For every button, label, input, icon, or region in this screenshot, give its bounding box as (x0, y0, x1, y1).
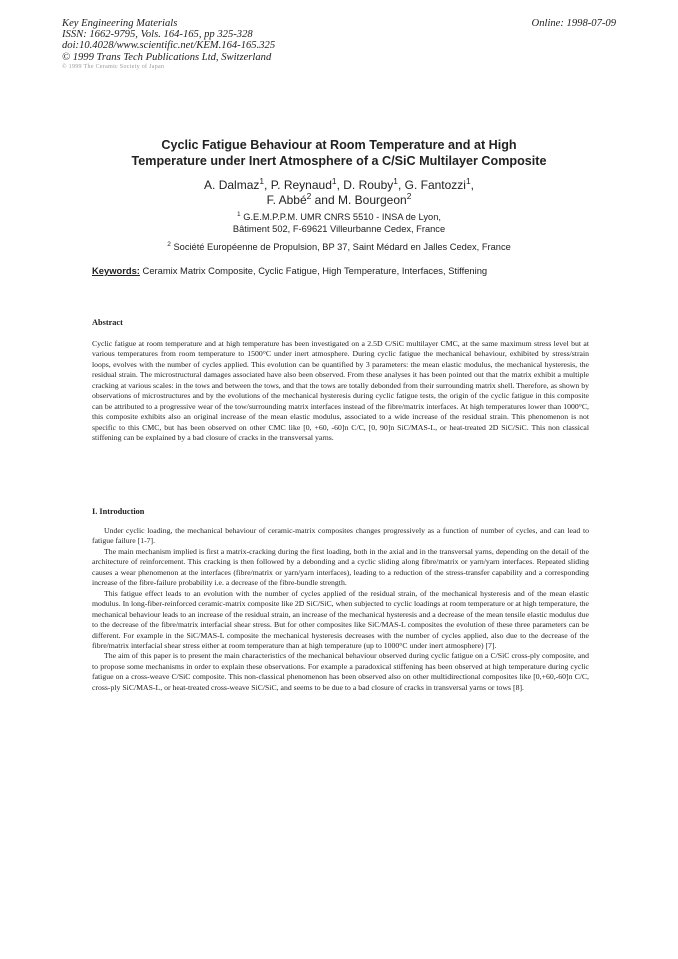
intro-paragraph: The main mechanism implied is first a matrix-cracking during the first loading, both in the axial and in the transversal yarns, depending on the detail of the architecture of reinforcement. This cracking is then followed by a debonding and a cyclic sliding along fibre/matrix or yarn/yarn interfaces. Repeated sliding causes a wear phenomenon at the interfaces (fibre/matrix or yarn/yarn interfaces), leading to a reduction of the stress-transfer capability and a corresponding increase of the fibre-failure probability i.e. a decrease of the fibre-bundle strength. (92, 546, 589, 588)
author-affil-sup: 1 (393, 176, 398, 186)
author-name: D. Rouby (343, 178, 394, 192)
author-name: F. Abbé (266, 193, 307, 207)
intro-paragraph: The aim of this paper is to present the main characteristics of the mechanical behaviour observed during cyclic fatigue on a C/SiC cross-ply composite, and to propose some mechanisms in order to explain these observations. For example a paradoxical stiffening has been observed at high temperature during cyclic fatigue on a cross-weave C/SiC composite. This non-classical phenomenon has been observed also on other multidirectional composites like [0,+60,-60]n C/C, cross-ply SiC/MAS-L, or heat-treated cross-weave SiC/SiC, and seems to be due to a bad closure of cracks in transversal yarns or tows [8]. (92, 651, 589, 692)
journal-name: Key Engineering Materials (62, 18, 178, 29)
journal-header (62, 18, 275, 63)
abstract-text: Cyclic fatigue at room temperature and at high temperature has been investigated on a 2.5D C/SiC multilayer CMC, at the same maximum stress level but at various temperatures from room temperature to 1500°C under inert atmosphere. During cyclic fatigue the mechanical behaviour, exhibited by stress/strain loops, evolves with the number of cycles applied. This evolution can be quantified by 3 parameters: the mean elastic modulus, the mechanical hysteresis, the residual strain. The microstructural damages associated have also been observed. From these analyses it has been pointed out that the matrix exhibit a multiple cracking at various scales: in the tows and between the tows, and that the tows are totally debonded from their surrounding matrix shell. Therefore, as shown by observations of microstructures and by the evolutions of the mechanical hysteresis during cyclic fatigue tests, the origin of the cyclic fatigue in this composite can be attributed to a progressive wear of the tow/surrounding matrix interfaces instead of the fibre/matrix interfaces. At high temperatures lower than 1000°C, this composite exhibits also an original increase of the mean elastic modulus, associated to a wide increase of the residual strain. This phenomenon is not specific to this CMC, but has been observed on other CMC like [0, +60, -60]n C/C, [0, 90]n SiC/MAS-L, or heat-treated 2D SiC/SiC. This non classical stiffening can be explained by a bad closure of cracks in the transversal yarns. (92, 339, 589, 443)
author-affil-sup: 1 (465, 176, 471, 186)
author-separator: and (311, 193, 338, 207)
author-separator: , (264, 178, 271, 192)
title-line-2: Temperature under Inert Atmosphere of a C/SiC Multilayer Composite (131, 154, 547, 168)
abstract-body (92, 339, 589, 444)
author-affil-sup: 1 (331, 176, 337, 186)
keywords (92, 265, 612, 277)
intro-paragraph: Under cyclic loading, the mechanical behaviour of ceramic-matrix composites changes progressively as a function of number of cycles, and can lead to fatigue failure [1-7]. (92, 526, 589, 546)
author-affil-sup: 1 (259, 176, 265, 186)
author-separator: , (336, 178, 344, 192)
author-name: G. Fantozzi (404, 178, 466, 192)
issn-line: ISSN: 1662-9795, Vols. 164-165, pp 325-328 (62, 29, 253, 41)
affiliation-1-line-2: Bâtiment 502, F-69621 Villeurbanne Cedex, France (232, 223, 446, 234)
copyright-line: © 1999 Trans Tech Publications Ltd, Switzerland (62, 51, 272, 63)
intro-paragraph: This fatigue effect leads to an evolution with the number of cycles applied of the residual strain, of the mechanical hysteresis and of the mean elastic modulus. In long-fiber-reinforced ceramic-matrix composite like 2D SiC/SiC, when subjected to cyclic loadings at room temperature or at high temperature, the mechanical behaviour leads to an increase of the residual strain, an increase of the mechanical hysteresis and a decrease of the mean tensile elastic modulus due to the decrease of the fibre/matrix interfacial shear stress. But for other composites like SiC/MAS-L composites the evolution of these three parameters can be different. For example in the SiC/MAS-L composite the mechanical hysteresis decreases with the number of cycles applied, also due to the decrease of the fibre/matrix interfacial shear stress either at room temperature than at high temperature (up to 1000°C under inert atmosphere) [7]. (92, 588, 589, 650)
introduction-heading: I. Introduction (92, 507, 145, 516)
keywords-label: Keywords: (92, 265, 140, 276)
author-name: P. Reynaud (270, 178, 332, 192)
affiliation-2 (40, 242, 638, 254)
author-separator: , (470, 178, 474, 192)
affiliation-1-sup: 1 (237, 210, 241, 218)
paper-title (40, 137, 638, 169)
abstract-heading: Abstract (92, 318, 123, 327)
affiliation-2-text: Société Européenne de Propulsion, BP 37, Saint Médard en Jalles Cedex, France (173, 242, 511, 252)
author-affil-sup: 2 (306, 191, 312, 201)
author-list (40, 178, 638, 208)
title-line-1: Cyclic Fatigue Behaviour at Room Temperature and at High (161, 138, 517, 152)
faint-copyright: © 1999 The Ceramic Society of Japan (62, 64, 165, 70)
online-date: Online: 1998-07-09 (531, 18, 616, 29)
author-name: M. Bourgeon (338, 193, 407, 207)
affiliation-1 (40, 212, 638, 235)
author-name: A. Dalmaz (204, 178, 260, 192)
affiliation-2-sup: 2 (167, 240, 171, 248)
affiliation-1-line-1: G.E.M.P.P.M. UMR CNRS 5510 - INSA de Lyon, (243, 212, 441, 222)
author-affil-sup: 2 (406, 191, 412, 201)
keywords-list: Ceramix Matrix Composite, Cyclic Fatigue, High Temperature, Interfaces, Stiffening (142, 265, 488, 276)
doi-line: doi:10.4028/www.scientific.net/KEM.164-165.325 (62, 40, 276, 52)
author-separator: , (397, 178, 405, 192)
introduction-body (92, 526, 589, 693)
